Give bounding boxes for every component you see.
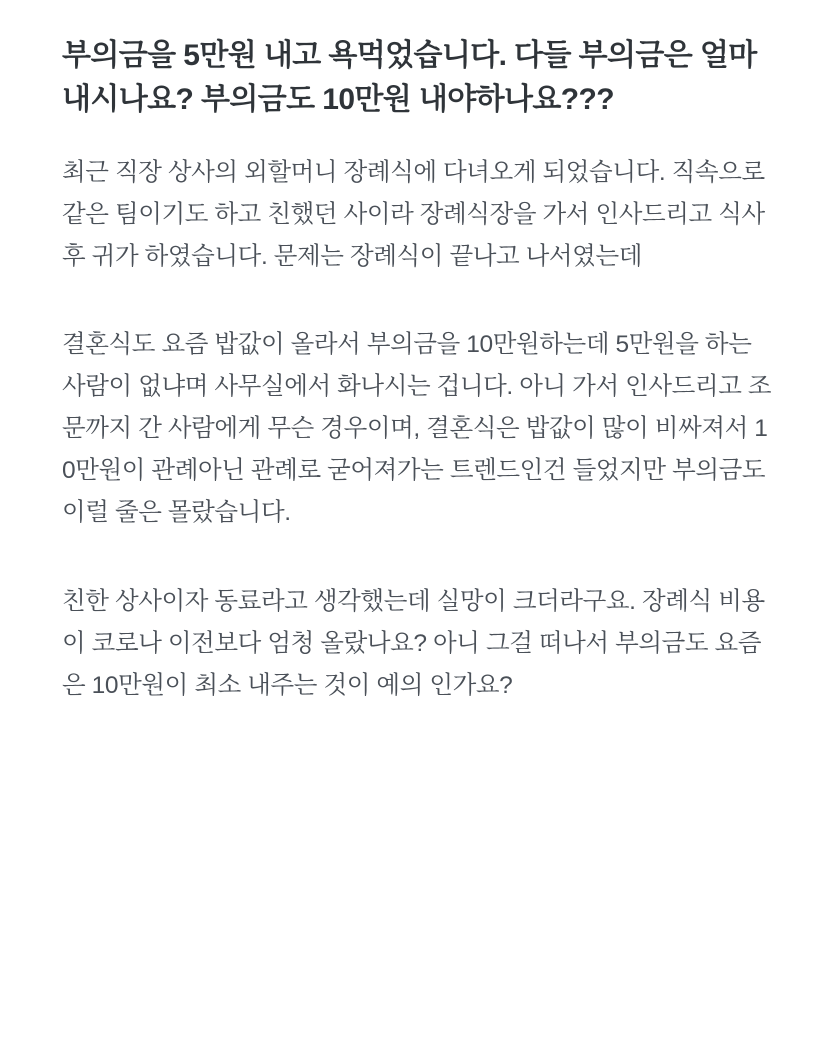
article-paragraph: 결혼식도 요즘 밥값이 올라서 부의금을 10만원하는데 5만원을 하는 사람이 없냐며 사무실에서 화나시는 겁니다. 아니 가서 인사드리고 조문까지 간 사람에게 무슨 경우이며, 결혼식은 밥값이 많이 비싸져서 10만원이 관례아닌 관례로 굳어져가는 트렌드인건 들었지만 부의금도 이럴 줄은 몰랐습니다.: [62, 330, 772, 527]
page-title: 부의금을 5만원 내고 욕먹었습니다. 다들 부의금은 얼마 내시나요? 부의금도 10만원 내야하나요???: [62, 39, 757, 116]
article-body: [62, 152, 775, 707]
article-paragraph: 최근 직장 상사의 외할머니 장례식에 다녀오게 되었습니다. 직속으로 같은 팀이기도 하고 친했던 사이라 장례식장을 가서 인사드리고 식사 후 귀가 하였습니다. 문제는 장례식이 끝나고 나서였는데: [62, 158, 765, 270]
article-paragraph: 친한 상사이자 동료라고 생각했는데 실망이 크더라구요. 장례식 비용이 코로나 이전보다 엄청 올랐나요? 아니 그걸 떠나서 부의금도 요즘은 10만원이 최소 내주는 것이 예의 인가요?: [62, 587, 765, 699]
